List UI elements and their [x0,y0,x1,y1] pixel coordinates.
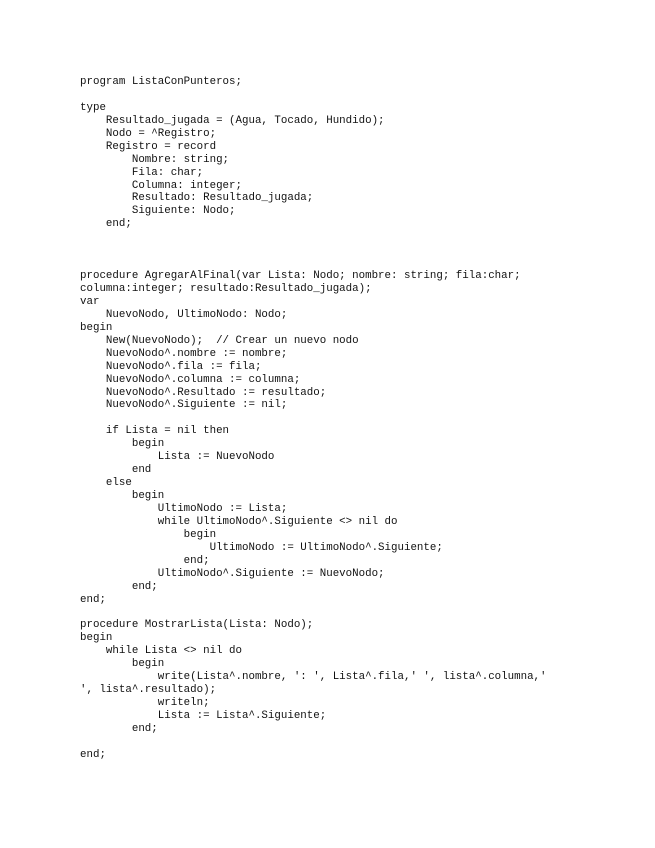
code-line [80,736,640,749]
code-line: end; [80,722,158,735]
code-line [80,257,640,270]
code-line [80,89,640,102]
code-line: procedure AgregarAlFinal(var Lista: Nodo; nombre: string; fila:char; [80,270,521,283]
code-line: Lista := Lista^.Siguiente; [80,709,327,722]
code-block [80,76,640,762]
code-line: begin [80,321,113,334]
code-line: begin [80,528,217,541]
code-line: end; [80,593,106,606]
code-line: begin [80,490,165,502]
code-line [80,606,640,619]
code-line: begin [80,632,113,645]
code-line: columna:integer; resultado:Resultado_jugada); [80,283,372,295]
code-line: Registro = record [80,140,217,153]
code-line: end; [80,554,210,567]
code-line: New(NuevoNodo); // Crear un nuevo nodo [80,334,359,347]
code-line: program ListaConPunteros; [80,76,242,88]
code-line: procedure MostrarLista(Lista: Nodo); [80,619,314,632]
code-line: end; [80,218,132,231]
code-line: NuevoNodo^.columna := columna; [80,373,301,386]
code-line: writeln; [80,697,210,709]
code-line [80,244,640,257]
code-line: Fila: char; [80,166,204,179]
code-line: while Lista <> nil do [80,645,242,658]
code-line: NuevoNodo, UltimoNodo: Nodo; [80,308,288,321]
code-line: NuevoNodo^.Resultado := resultado; [80,386,327,399]
code-line: write(Lista^.nombre, ': ', Lista^.fila,' ', lista^.columna,' [80,671,547,684]
code-line: end; [80,580,158,593]
code-line: end [80,464,152,477]
code-line: Nodo = ^Registro; [80,127,217,140]
code-line: NuevoNodo^.Siguiente := nil; [80,399,288,412]
code-line: Resultado: Resultado_jugada; [80,192,314,205]
code-line: if Lista = nil then [80,425,230,438]
code-line: ', lista^.resultado); [80,684,217,697]
code-line: UltimoNodo := UltimoNodo^.Siguiente; [80,541,443,554]
code-line: Lista := NuevoNodo [80,451,275,464]
code-line: var [80,295,100,308]
code-line [80,231,640,244]
code-line: Columna: integer; [80,179,242,192]
code-line: begin [80,438,165,451]
code-line: UltimoNodo := Lista; [80,502,288,515]
code-line: end; [80,748,106,761]
code-line: NuevoNodo^.nombre := nombre; [80,347,288,360]
code-line: NuevoNodo^.fila := fila; [80,360,262,373]
code-line: Siguiente: Nodo; [80,205,236,218]
code-line: Resultado_jugada = (Agua, Tocado, Hundido); [80,114,385,127]
code-line [80,412,640,425]
code-line: UltimoNodo^.Siguiente := NuevoNodo; [80,567,385,580]
code-line: while UltimoNodo^.Siguiente <> nil do [80,515,398,528]
code-line: type [80,101,106,114]
code-line: else [80,477,132,490]
code-line: begin [80,658,165,671]
code-line: Nombre: string; [80,153,230,166]
